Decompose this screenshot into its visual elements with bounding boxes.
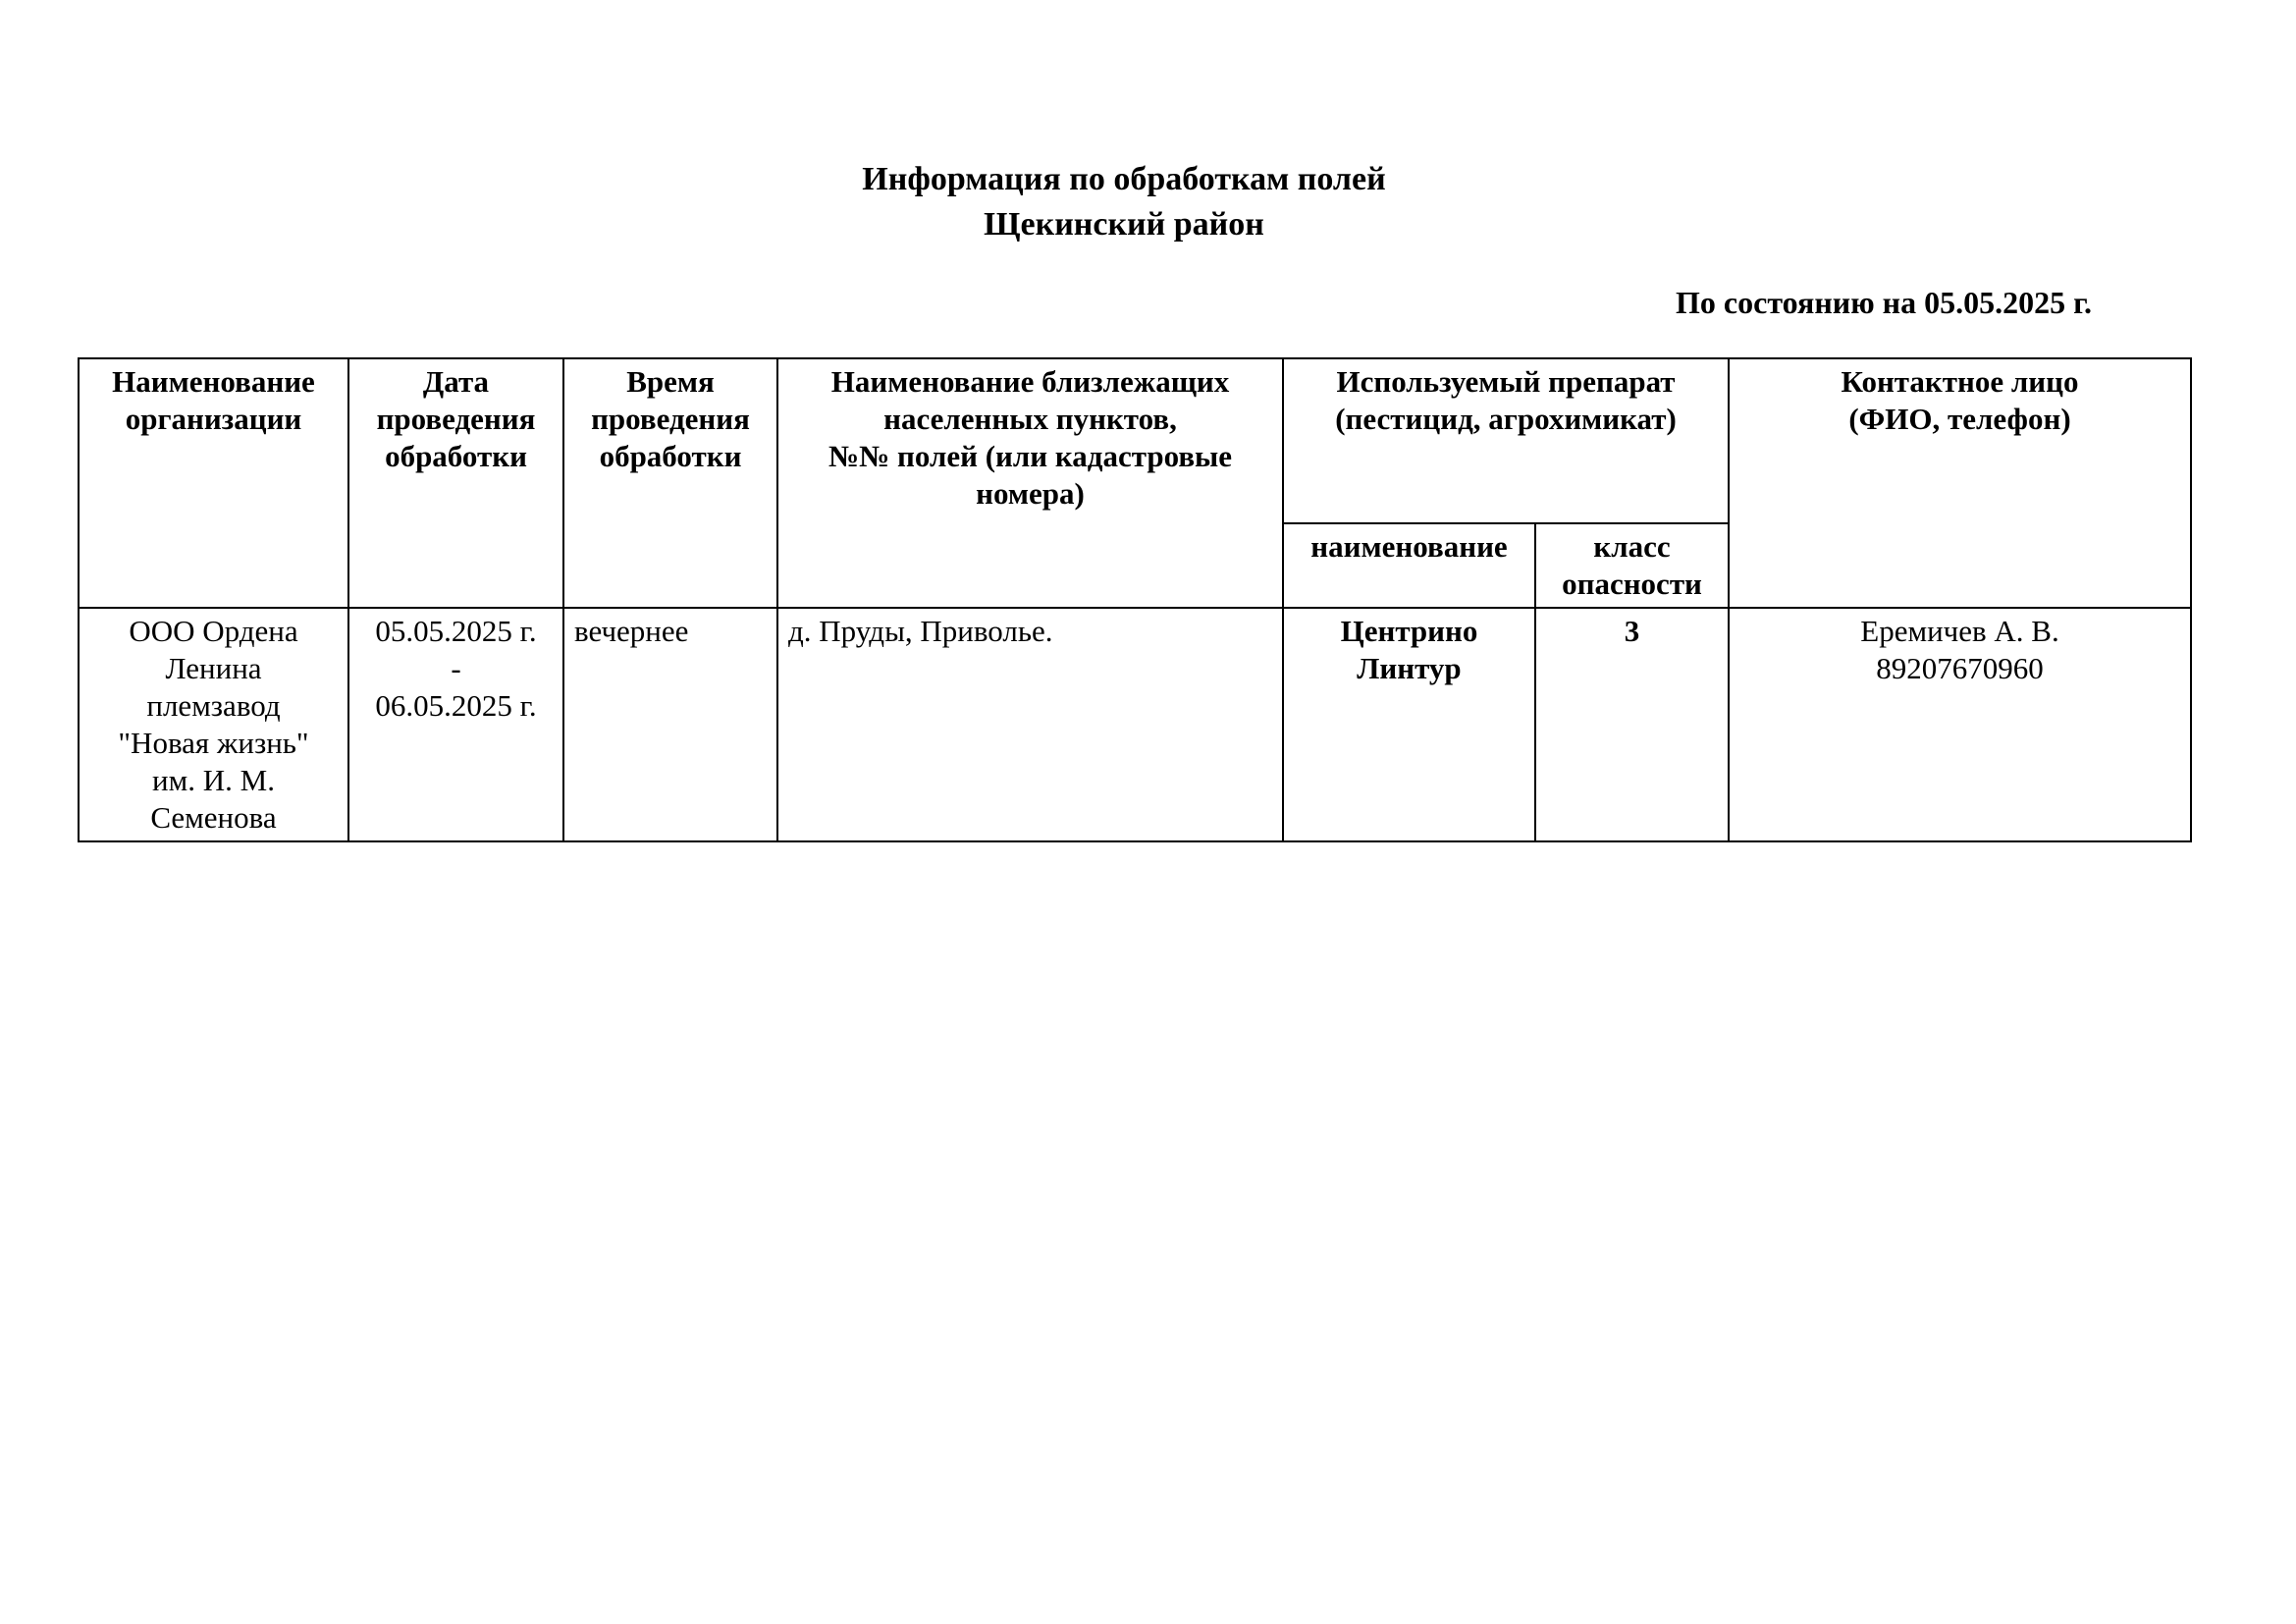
cell-hazard-class: 3 (1535, 608, 1729, 841)
document-title (0, 157, 2248, 247)
table-row (79, 608, 2191, 841)
header-preparation-name: наименование (1283, 523, 1535, 608)
header-organization: Наименование организации (79, 358, 348, 608)
header-hazard-class: класс опасности (1535, 523, 1729, 608)
cell-contact: Еремичев А. В. 89207670960 (1729, 608, 2191, 841)
header-date: Дата проведения обработки (348, 358, 563, 608)
header-row (79, 358, 2191, 523)
cell-date: 05.05.2025 г. - 06.05.2025 г. (348, 608, 563, 841)
treatments-table (78, 357, 2192, 842)
header-contact: Контактное лицо (ФИО, телефон) (1729, 358, 2191, 608)
as-of-date: По состоянию на 05.05.2025 г. (1676, 285, 2092, 320)
title-line-2: Щекинский район (984, 206, 1264, 243)
cell-time: вечернее (563, 608, 777, 841)
title-line-1: Информация по обработкам полей (862, 161, 1386, 197)
cell-organization: ООО Ордена Ленина племзавод "Новая жизнь" им. И. М. Семенова (79, 608, 348, 841)
cell-preparation-name: Центрино Линтур (1283, 608, 1535, 841)
cell-settlements: д. Пруды, Приволье. (777, 608, 1283, 841)
header-time: Время проведения обработки (563, 358, 777, 608)
header-preparation: Используемый препарат (пестицид, агрохимикат) (1283, 358, 1729, 523)
header-settlements: Наименование близлежащих населенных пунктов, №№ полей (или кадастровые номера) (777, 358, 1283, 608)
